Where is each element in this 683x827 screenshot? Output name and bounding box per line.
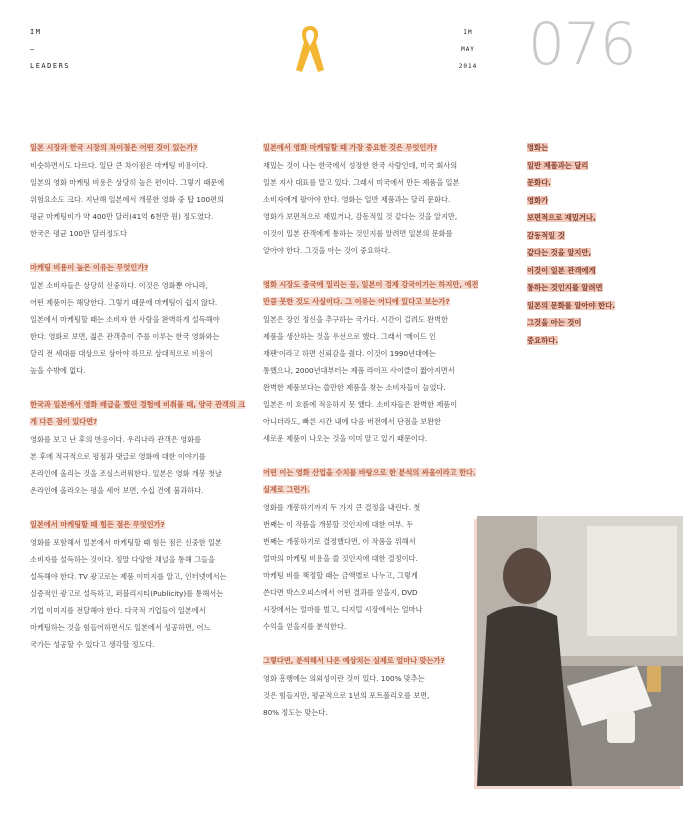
pull-quote-line: 통하는 것인지를 알려면	[527, 283, 603, 292]
answer-paragraph	[30, 431, 252, 499]
question-heading: 한국과 일본에서 영화 배급을 했던 경험에 비춰볼 때, 양국 관객의 크게 다른 점이 있다면?	[30, 400, 246, 426]
answer-line: 통했으나, 2000년대부터는 제품 라이프 사이클이 짧아지면서	[263, 366, 455, 375]
header-year: 2014	[458, 63, 478, 70]
question-heading: 그렇다면, 분석해서 나온 예상치는 실제로 얼마나 맞는가?	[263, 656, 445, 665]
answer-line: 번째는 이 작품을 개봉할 것인지에 대한 여부. 두	[263, 520, 414, 529]
yellow-ribbon-icon	[292, 20, 328, 76]
pull-quote-line: 문화다.	[527, 178, 551, 187]
answer-paragraph	[263, 670, 483, 721]
answer-line: 일본은 장인 정신을 추구하는 국가다. 시간이 걸려도 완벽한	[263, 315, 448, 324]
answer-line: 완벽한 제품보다는 쓸만한 제품을 찾는 소비자들이 늘었다.	[263, 383, 446, 392]
column-1	[30, 139, 252, 670]
header-right	[458, 24, 478, 75]
pull-quote-line: 일반 제품과는 달리	[527, 160, 589, 170]
answer-line: 수익을 얻을지를 분석한다.	[263, 622, 347, 631]
answer-line: 어떤 제품이든 해당한다. 그렇기 때문에 마케팅이 쉽지 않다.	[30, 298, 218, 307]
answer-paragraph	[263, 311, 483, 447]
answer-line: 일본에서 마케팅할 때는 소비자 한 사람을 완벽하게 설득해야	[30, 315, 220, 324]
answer-line: 알아야 한다. 그것을 아는 것이 중요하다.	[263, 246, 391, 255]
pull-quote-line: 같다는 것을 알지만,	[527, 248, 592, 257]
answer-line: 쓴다면 박스오피스에서 어떤 결과를 얻을지, DVD	[263, 588, 418, 597]
header-brand: IM	[30, 28, 42, 36]
answer-line: 위험요소도 크다. 지난해 일본에서 개봉한 영화 중 탑 100편의	[30, 195, 224, 204]
answer-line: 본 후에 적극적으로 평점과 댓글로 영화에 대한 이야기를	[30, 452, 206, 461]
answer-line: 영화 흥행에는 의외성이란 것이 있다. 100% 맞추는	[263, 674, 425, 683]
answer-line: 영화를 개봉하기까지 두 가지 큰 결정을 내린다. 첫	[263, 503, 421, 512]
answer-line: 아니더라도, 빠른 시간 내에 다음 버전에서 단점을 보완한	[263, 417, 441, 426]
answer-line: 실증적인 광고로 설득하고, 퍼블리시티(Publicity)를 통해서는	[30, 589, 224, 598]
question-heading: 어떤 이는 영화 산업을 수치를 바탕으로 한 분석의 싸움이라고 한다. 실제로 그런가.	[263, 468, 476, 494]
header-dash: –	[30, 45, 36, 53]
answer-line: 기업 이미지를 전달해야 한다. 다국적 기업들이 일본에서	[30, 606, 206, 615]
answer-paragraph	[263, 499, 483, 635]
answer-line: 재밌는 것이 나는 한국에서 성장한 한국 사람인데, 미국 회사의	[263, 161, 458, 170]
answer-line: 마케팅하는 것을 힘들어하면서도 일본에서 성공하면, 어느	[30, 623, 211, 632]
answer-line: 설득해야 한다. TV 광고로는 제품 이미지를 알고, 인터넷에서는	[30, 572, 227, 581]
answer-line: 일본은 이 흐름에 적응하지 못 했다. 소비자들은 완벽한 제품이	[263, 400, 458, 409]
answer-line: 한다. 영화로 보면, 젊은 관객층이 주를 이루는 한국 영화와는	[30, 332, 220, 341]
column-2	[263, 139, 483, 738]
question-heading: 일본 시장과 한국 시장의 차이점은 어떤 것이 있는가?	[30, 143, 198, 152]
answer-line: 얼마의 마케팅 비용을 쓸 것인지에 대한 결정이다.	[263, 554, 418, 563]
answer-line: 번째는 개봉하기로 결정했다면, 이 작품을 위해서	[263, 537, 416, 546]
pull-quote-line: 중요하다.	[527, 335, 558, 345]
answer-line: 일본 소비자들은 상당히 신중하다. 이것은 영화뿐 아니라,	[30, 281, 208, 290]
pull-quote-line: 보편적으로 재밌거나,	[527, 213, 596, 222]
answer-line: 영화를 보고 난 후의 반응이다. 우리나라 관객은 영화를	[30, 435, 202, 444]
pull-quote-line: 이것이 일본 관객에게	[527, 265, 596, 275]
answer-line: 온라인에 올리는 것을 조심스러워한다. 일본은 영화 개봉 첫날	[30, 469, 222, 478]
question-heading: 영화 시장도 중국에 밀리는 등, 일본이 경제 강국이기는 하지만, 예전만큼 못한 것도 사실이다. 그 이유는 어디에 있다고 보는가?	[263, 280, 479, 306]
answer-line: 일본의 영화 마케팅 비용은 상당히 높은 편이다. 그렇기 때문에	[30, 178, 225, 187]
header-brand-right: IM	[463, 29, 473, 36]
man-reading-photo	[477, 516, 683, 786]
photo-illustration	[477, 516, 683, 786]
page-number: 076	[528, 10, 636, 78]
header-section: LEADERS	[30, 62, 71, 70]
pull-quote-line: 영화는	[527, 143, 549, 152]
answer-paragraph	[30, 534, 252, 653]
answer-line: 온라인에 올라오는 평을 세어 보면, 수십 건에 불과하다.	[30, 486, 204, 495]
question-heading: 일본에서 마케팅할 때 힘든 점은 무엇인가?	[30, 520, 165, 529]
answer-line: 제품을 생산하는 것을 우선으로 했다. 그래서 '메이드 인	[263, 332, 437, 341]
answer-line: 영화를 포함해서 일본에서 마케팅할 때 힘든 점은 신중한 일본	[30, 538, 222, 547]
answer-line: 평균 마케팅비가 약 400만 달러(41억 6천만 원) 정도였다.	[30, 212, 214, 221]
answer-line: 시장에서는 얼마를 벌고, 디지털 시장에서는 얼마나	[263, 605, 423, 614]
answer-line: 새로운 제품이 나오는 것을 이미 알고 있기 때문이다.	[263, 434, 428, 443]
answer-line: 일본 지사 대표를 맡고 있다. 그래서 미국에서 만든 제품을 일본	[263, 178, 460, 187]
answer-paragraph	[263, 157, 483, 259]
answer-line: 소비자를 설득하는 것이다. 정말 다양한 채널을 통해 그들을	[30, 555, 215, 564]
answer-paragraph	[30, 157, 252, 242]
answer-line: 것은 힘들지만, 평균적으로 1년의 포트폴리오를 보면,	[263, 691, 430, 700]
answer-line: 마케팅 비를 책정할 때는 금액별로 나누고, 그렇게	[263, 571, 418, 580]
header-month: MAY	[461, 46, 475, 53]
pull-quote	[527, 139, 637, 349]
answer-line: 이것이 일본 관객에게 통하는 것인지를 알려면 일본의 문화를	[263, 229, 453, 238]
answer-line: 국가든 성공할 수 있다고 생각할 정도다.	[30, 640, 155, 649]
answer-paragraph	[30, 277, 252, 379]
header-left	[30, 24, 70, 75]
answer-line: 80% 정도는 맞는다.	[263, 708, 328, 717]
answer-line: 비슷하면서도 다르다. 일단 큰 차이점은 마케팅 비용이다.	[30, 161, 208, 170]
answer-line: 영화가 보편적으로 재밌거나, 감동적일 것 같다는 것을 알지만,	[263, 212, 458, 221]
answer-line: 높을 수밖에 없다.	[30, 366, 86, 375]
question-heading: 마케팅 비용이 높은 이유는 무엇인가?	[30, 263, 149, 272]
answer-line: 재팬'이라고 하면 신뢰감을 줬다. 이것이 1990년대에는	[263, 349, 436, 358]
answer-line: 소비자에게 팔아야 한다. 영화는 일반 제품과는 달리 문화다.	[263, 195, 451, 204]
pull-quote-line: 영화가	[527, 195, 549, 205]
answer-line: 달리 전 세대를 대상으로 삼아야 하므로 상대적으로 비용이	[30, 349, 213, 358]
pull-quote-line: 그것을 아는 것이	[527, 318, 582, 327]
answer-line: 한국은 평균 100만 달러정도다	[30, 229, 127, 238]
pull-quote-line: 일본의 문화를 알아야 한다.	[527, 300, 615, 310]
question-heading: 일본에서 영화 마케팅할 때 가장 중요한 것은 무엇인가?	[263, 143, 438, 152]
pull-quote-line: 감동적일 것	[527, 230, 565, 240]
